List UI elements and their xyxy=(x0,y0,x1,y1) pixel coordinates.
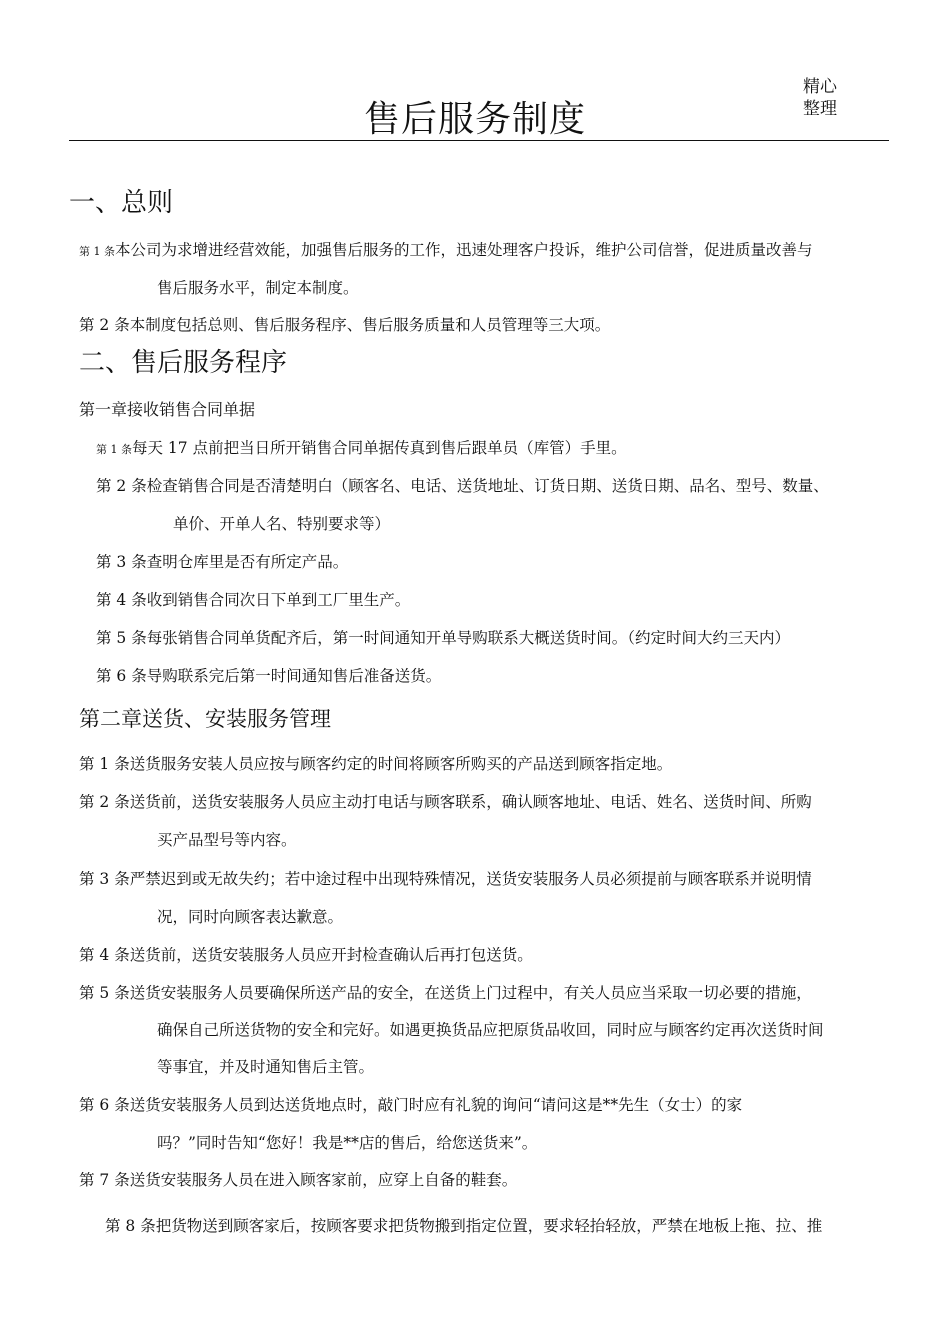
article-continuation: 单价、开单人名、特别要求等） xyxy=(173,515,391,533)
article-line: 第 2 条检查销售合同是否清楚明白（顾客名、电话、送货地址、订货日期、送货日期、品名、型号、数量、 xyxy=(96,477,829,495)
document-title: 售后服务制度 xyxy=(363,99,586,140)
chapter-title: 第二章送货、安装服务管理 xyxy=(79,707,331,731)
article-continuation: 吗？”同时告知“您好！我是**店的售后，给您送货来”。 xyxy=(157,1134,538,1152)
article-continuation: 买产品型号等内容。 xyxy=(157,831,297,849)
article-continuation: 确保自己所送货物的安全和完好。如遇更换货品应把原货品收回，同时应与顾客约定再次送货时间 xyxy=(157,1021,824,1039)
article-number: 第 1 条 xyxy=(79,245,115,258)
article-line: 第 2 条本制度包括总则、售后服务程序、售后服务质量和人员管理等三大项。 xyxy=(79,316,611,334)
article-continuation: 等事宜，并及时通知售后主管。 xyxy=(157,1058,375,1076)
article-line: 第 6 条送货安装服务人员到达送货地点时，敲门时应有礼貌的询问“请问这是**先生（女士）的家 xyxy=(79,1096,743,1114)
article-line: 第 4 条送货前，送货安装服务人员应开封检查确认后再打包送货。 xyxy=(79,946,533,964)
article-line: 第 5 条每张销售合同单货配齐后，第一时间通知开单导购联系大概送货时间。（约定时间大约三天内） xyxy=(96,629,790,647)
article-text: 本公司为求增进经营效能，加强售后服务的工作，迅速处理客户投诉，维护公司信誉，促进质量改善与 xyxy=(115,241,813,259)
article-line: 第 4 条收到销售合同次日下单到工厂里生产。 xyxy=(96,591,411,609)
article-line: 第 7 条送货安装服务人员在进入顾客家前，应穿上自备的鞋套。 xyxy=(79,1171,518,1189)
article-number: 第 1 条 xyxy=(96,443,132,456)
article-line: 第 3 条查明仓库里是否有所定产品。 xyxy=(96,553,349,571)
section-heading: 二、售后服务程序 xyxy=(79,348,288,378)
article-line: 第 2 条送货前，送货安装服务人员应主动打电话与顾客联系，确认顾客地址、电话、姓名、送货时间、所购 xyxy=(79,793,812,811)
header-note-line: 精心 xyxy=(803,77,837,97)
article-line: 第 3 条严禁迟到或无故失约；若中途过程中出现特殊情况，送货安装服务人员必须提前与顾客联系并说明情 xyxy=(79,870,812,888)
title-underline xyxy=(69,140,889,141)
article-text: 每天 17 点前把当日所开销售合同单据传真到售后跟单员（库管）手里。 xyxy=(132,439,627,457)
article-continuation: 售后服务水平，制定本制度。 xyxy=(157,279,359,297)
article-line: 第 5 条送货安装服务人员要确保所送产品的安全，在送货上门过程中，有关人员应当采取一切必要的措施， xyxy=(79,984,812,1002)
header-note-line: 整理 xyxy=(803,99,837,119)
section-heading: 一、总则 xyxy=(69,188,174,218)
article-line: 第 1 条送货服务安装人员应按与顾客约定的时间将顾客所购买的产品送到顾客指定地。 xyxy=(79,755,673,773)
article-continuation: 况，同时向顾客表达歉意。 xyxy=(157,908,344,926)
chapter-title: 第一章接收销售合同单据 xyxy=(79,400,256,419)
article-line: 第 6 条导购联系完后第一时间通知售后准备送货。 xyxy=(96,667,442,685)
article-line: 第 8 条把货物送到顾客家后，按顾客要求把货物搬到指定位置，要求轻抬轻放，严禁在地板上拖、拉、推 xyxy=(105,1217,823,1235)
article-line xyxy=(79,239,813,263)
article-line xyxy=(96,437,627,461)
